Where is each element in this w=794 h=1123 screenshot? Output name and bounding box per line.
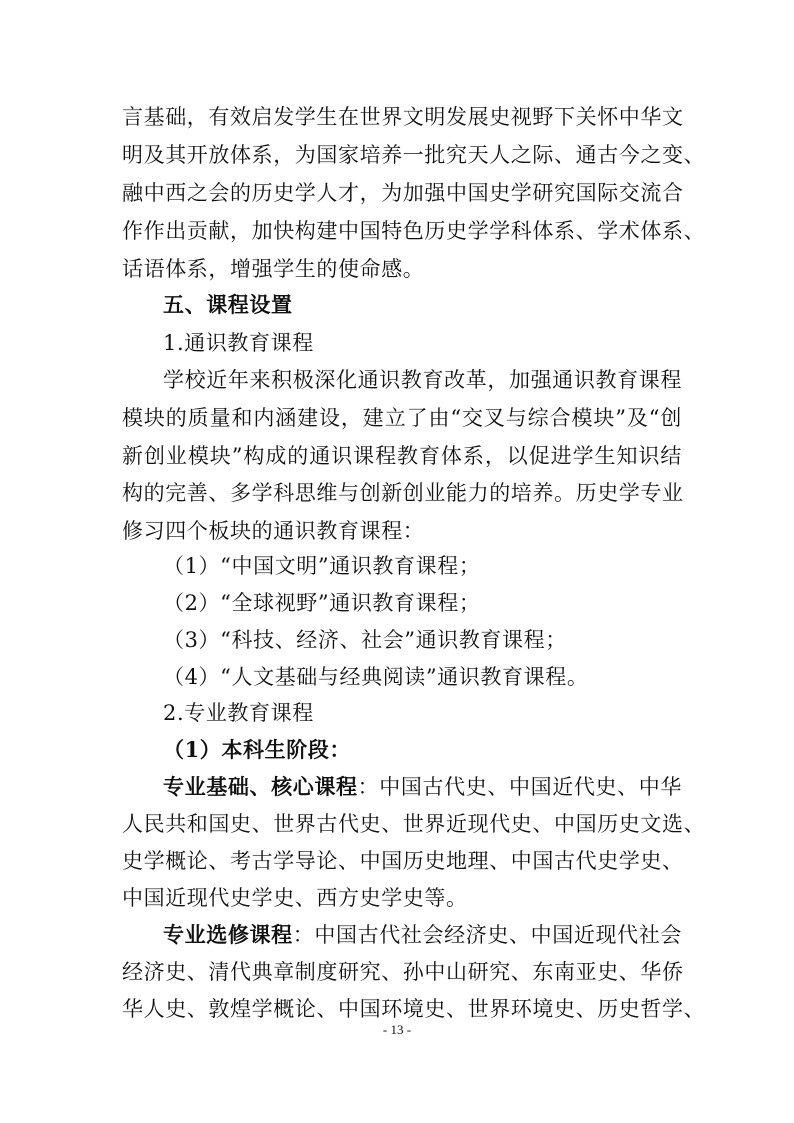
list-item: （3）“科技、经济、社会”通识教育课程；	[163, 628, 567, 652]
core-courses-text: ：中国古代史、中国近代史、中华	[357, 775, 683, 799]
paragraph-line: 作作出贡献，加快构建中国特色历史学学科体系、学术体系、	[122, 219, 706, 243]
list-item: （2）“全球视野”通识教育课程；	[163, 591, 481, 615]
paragraph-line: 学校近年来积极深化通识教育改革，加强通识教育课程	[163, 368, 682, 392]
paragraph-line: 中国近现代史学史、西方史学史等。	[122, 886, 468, 910]
list-item: （1）“中国文明”通识教育课程；	[163, 554, 481, 578]
elective-courses-line	[163, 921, 682, 949]
subsection-heading: 2.专业教育课程	[163, 701, 314, 725]
paragraph-line: 经济史、清代典章制度研究、孙中山研究、东南亚史、华侨	[122, 960, 684, 984]
core-courses-line	[163, 773, 682, 801]
paragraph-line: 构的完善、多学科思维与创新创业能力的培养。历史学专业	[122, 481, 684, 505]
paragraph-line: 明及其开放体系，为国家培养一批究天人之际、通古今之变、	[122, 143, 706, 167]
paragraph-line: 话语体系，增强学生的使命感。	[122, 257, 425, 281]
page-number: - 13 -	[382, 1022, 412, 1037]
paragraph-line: 新创业模块”构成的通识课程教育体系，以促进学生知识结	[122, 444, 682, 468]
paragraph-line: 修习四个板块的通识教育课程：	[122, 519, 425, 543]
paragraph-line: 史学概论、考古学导论、中国历史地理、中国古代史学史、	[122, 849, 684, 873]
elective-courses-text: ：中国古代社会经济史、中国近现代社会	[292, 923, 682, 947]
paragraph-line: 模块的质量和内涵建设，建立了由“交叉与综合模块”及“创	[122, 406, 682, 430]
list-item: （4）“人文基础与经典阅读”通识教育课程。	[163, 665, 589, 689]
paragraph-line: 融中西之会的历史学人才，为加强中国史学研究国际交流合	[122, 181, 684, 205]
stage-heading: （1）本科生阶段：	[163, 737, 352, 762]
section-heading: 五、课程设置	[163, 292, 293, 317]
paragraph-line: 言基础，有效启发学生在世界文明发展史视野下关怀中华文	[122, 105, 684, 129]
paragraph-line: 人民共和国史、世界古代史、世界近现代史、中国历史文选、	[122, 812, 706, 836]
subsection-heading: 1.通识教育课程	[163, 331, 314, 355]
core-courses-label: 专业基础、核心课程	[163, 774, 358, 799]
elective-courses-label: 专业选修课程	[163, 922, 293, 947]
paragraph-line: 华人史、敦煌学概论、中国环境史、世界环境史、历史哲学、	[122, 997, 706, 1021]
